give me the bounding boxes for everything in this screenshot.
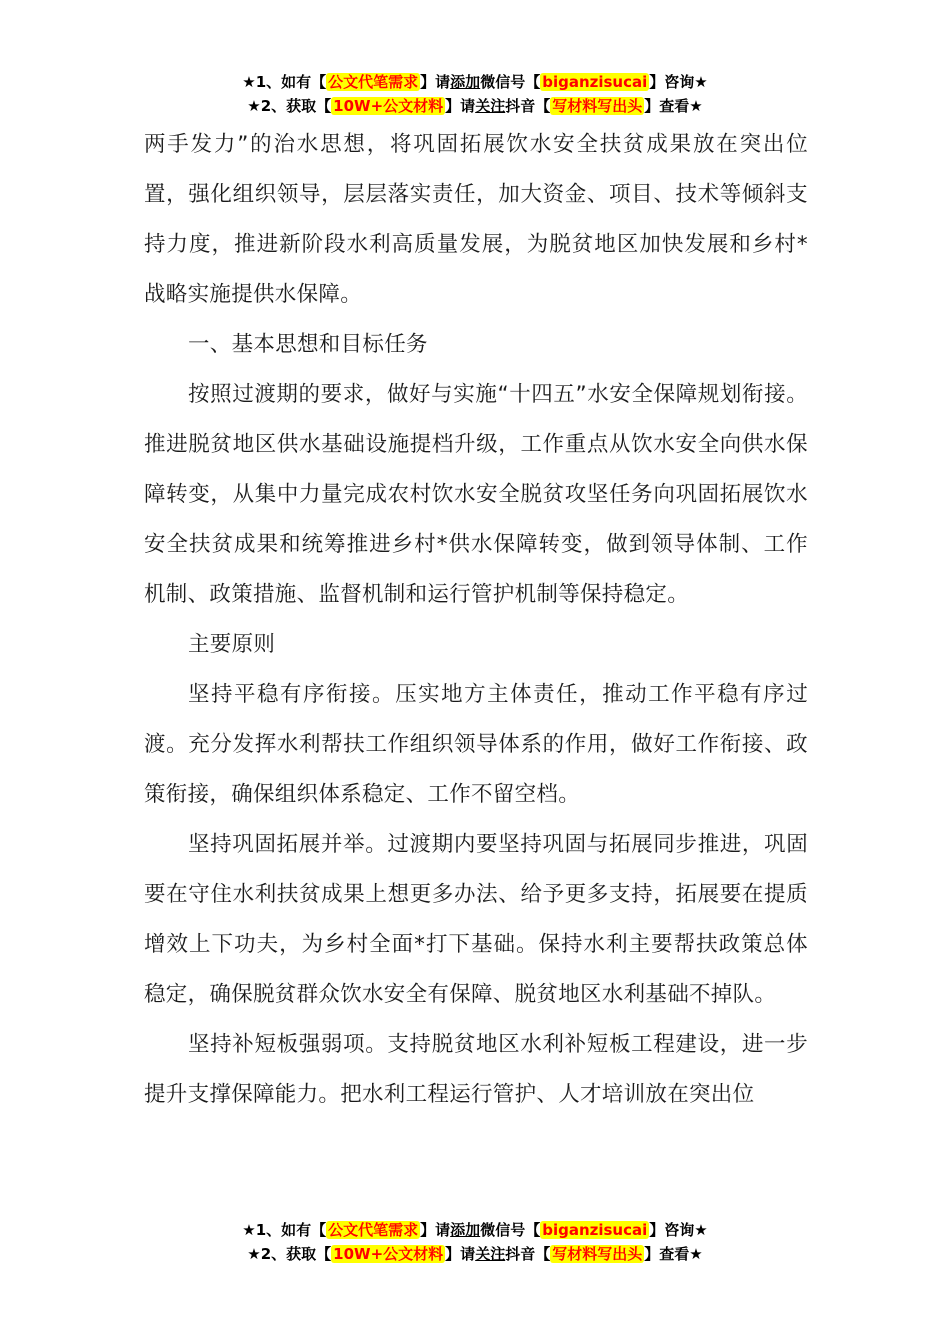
subsection-heading: 主要原则	[188, 632, 276, 657]
paragraph: 坚持平稳有序衔接。压实地方主体责任，推动工作平稳有序过渡。充分发挥水利帮扶工作组织领导体系的作用，做好工作衔接、政策衔接，确保组织体系稳定、工作不留空档。	[144, 682, 808, 807]
star-icon: ★	[247, 1245, 261, 1263]
star-icon: ★	[694, 73, 708, 91]
star-icon: ★	[689, 1245, 703, 1263]
footer-banner	[0, 1218, 950, 1266]
document-body	[144, 120, 808, 1120]
star-icon: ★	[689, 97, 703, 115]
highlight-douyin: 写材料写出头	[552, 97, 643, 115]
highlight-wechat-id: biganzisucai	[542, 73, 648, 91]
highlight-materials: 10W+公文材料	[333, 97, 444, 115]
highlight-service: 公文代笔需求	[328, 73, 419, 91]
header-banner	[0, 70, 950, 118]
star-icon: ★	[242, 1221, 256, 1239]
highlight-wechat-id: biganzisucai	[542, 1221, 648, 1239]
paragraph-continuation: 两手发力”的治水思想，将巩固拓展饮水安全扶贫成果放在突出位置，强化组织领导，层层落实责任，加大资金、项目、技术等倾斜支持力度，推进新阶段水利高质量发展，为脱贫地区加快发展和乡村*战略实施提供水保障。	[144, 132, 808, 307]
highlight-materials: 10W+公文材料	[333, 1245, 444, 1263]
banner-line-1: ★1、如有【 公文代笔需求 】请添加微信号【 biganzisucai 】咨询★	[242, 73, 708, 91]
highlight-douyin: 写材料写出头	[552, 1245, 643, 1263]
highlight-service: 公文代笔需求	[328, 1221, 419, 1239]
star-icon: ★	[242, 73, 256, 91]
star-icon: ★	[247, 97, 261, 115]
section-heading: 一、基本思想和目标任务	[188, 332, 428, 357]
paragraph: 坚持补短板强弱项。支持脱贫地区水利补短板工程建设，进一步提升支撑保障能力。把水利工程运行管护、人才培训放在突出位	[144, 1032, 808, 1107]
banner-line-2: ★2、获取【 10W+公文材料 】请关注抖音【 写材料写出头 】查看★	[247, 1245, 703, 1263]
star-icon: ★	[694, 1221, 708, 1239]
paragraph: 坚持巩固拓展并举。过渡期内要坚持巩固与拓展同步推进，巩固要在守住水利扶贫成果上想更多办法、给予更多支持，拓展要在提质增效上下功夫，为乡村全面*打下基础。保持水利主要帮扶政策总体稳定，确保脱贫群众饮水安全有保障、脱贫地区水利基础不掉队。	[144, 832, 808, 1007]
paragraph: 按照过渡期的要求，做好与实施“十四五”水安全保障规划衔接。推进脱贫地区供水基础设施提档升级，工作重点从饮水安全向供水保障转变，从集中力量完成农村饮水安全脱贫攻坚任务向巩固拓展饮水安全扶贫成果和统筹推进乡村*供水保障转变，做到领导体制、工作机制、政策措施、监督机制和运行管护机制等保持稳定。	[144, 382, 808, 607]
banner-line-1: ★1、如有【 公文代笔需求 】请添加微信号【 biganzisucai 】咨询★	[242, 1221, 708, 1239]
banner-line-2: ★2、获取【 10W+公文材料 】请关注抖音【 写材料写出头 】查看★	[247, 97, 703, 115]
